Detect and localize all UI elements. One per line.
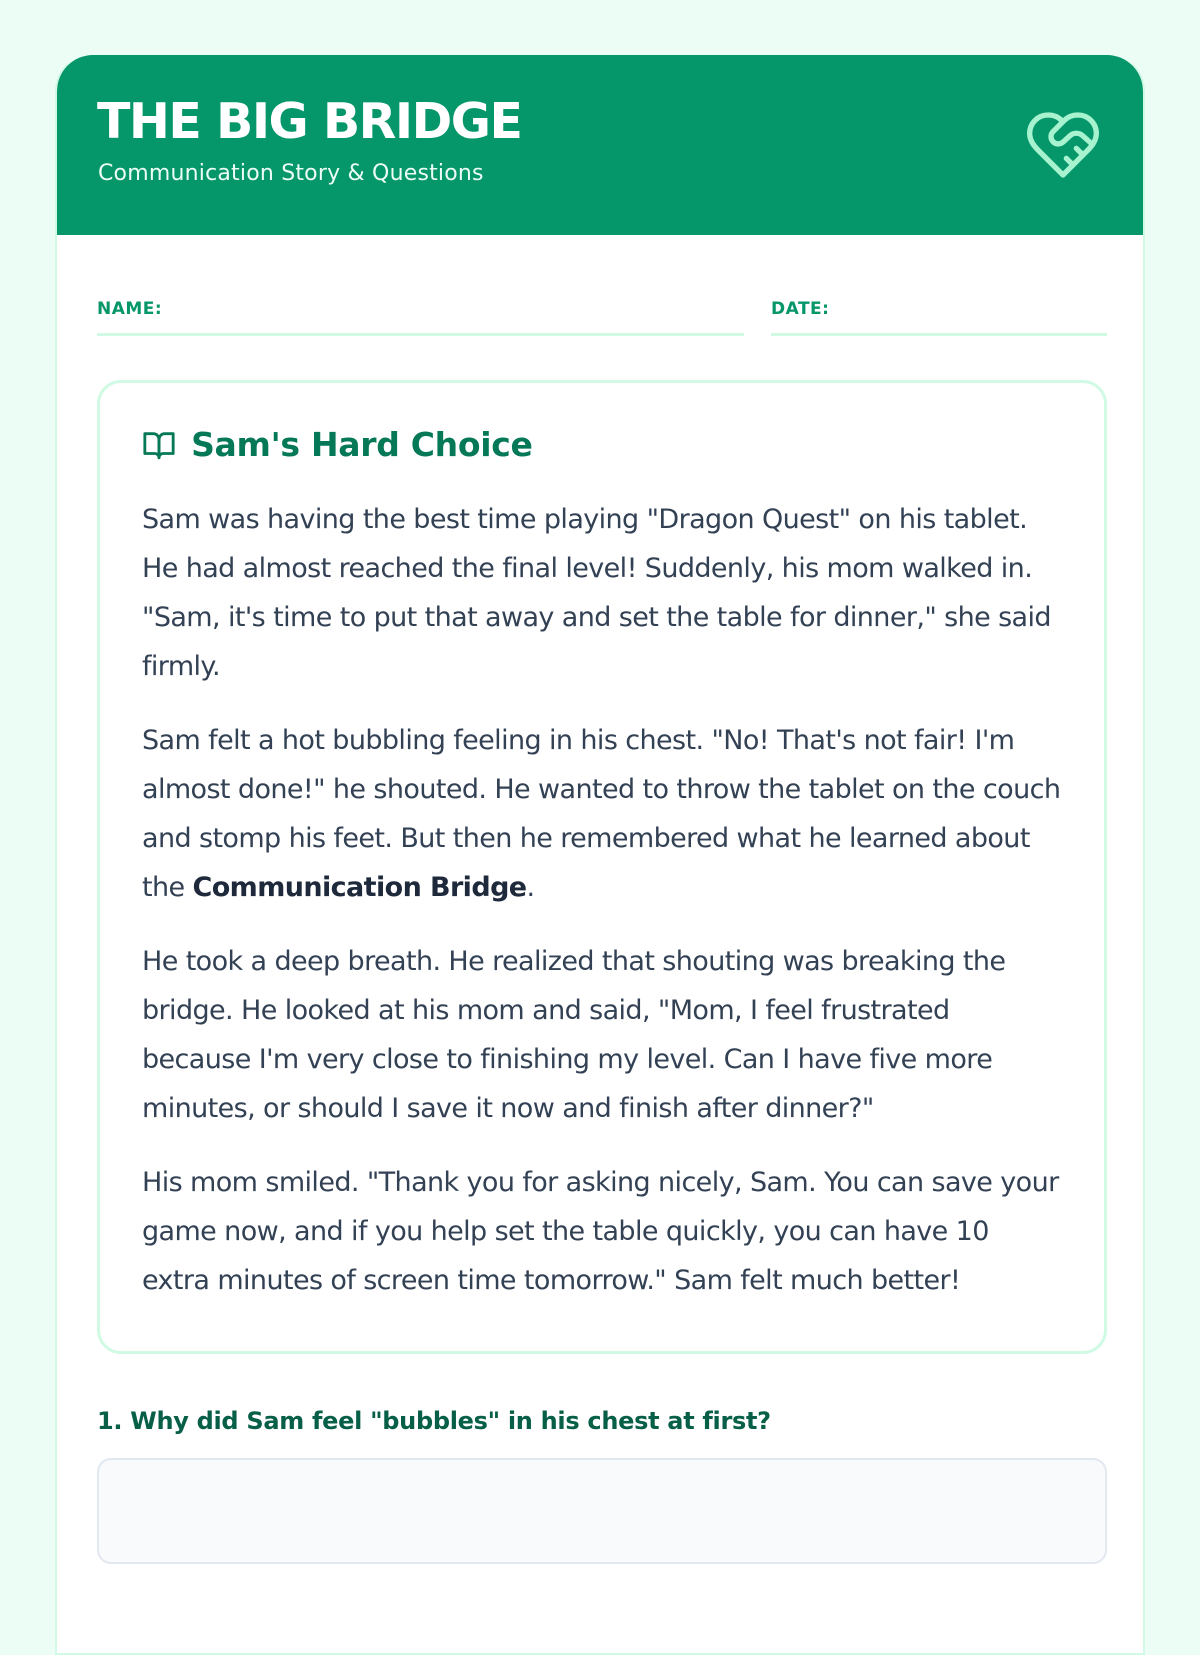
worksheet-title: THE BIG BRIDGE bbox=[97, 93, 522, 150]
story-text-segment: . bbox=[526, 872, 535, 903]
story-text-segment: Sam felt a hot bubbling feeling in his chest. "No! That's not fair! I'm almost done!" he shouted. He wanted to throw the tablet on the couch and stomp his feet. But then he remembered what he learned about the bbox=[142, 725, 1061, 903]
answer-box-1[interactable] bbox=[97, 1458, 1107, 1564]
story-paragraph bbox=[142, 716, 1062, 912]
name-field[interactable] bbox=[97, 291, 744, 336]
story-emphasis: Communication Bridge bbox=[192, 872, 527, 903]
name-label: NAME: bbox=[97, 299, 163, 319]
story-paragraph: Sam was having the best time playing "Dragon Quest" on his tablet. He had almost reached the final level! Suddenly, his mom walked in. "Sam, it's time to put that away and set the table for dinner," she said firmly. bbox=[142, 504, 1051, 682]
worksheet-subtitle: Communication Story & Questions bbox=[98, 161, 484, 186]
story-box bbox=[97, 380, 1107, 1354]
story-text bbox=[142, 495, 1062, 1330]
book-open-icon bbox=[142, 428, 176, 462]
student-info-fields bbox=[97, 291, 1107, 341]
worksheet-header bbox=[57, 55, 1143, 235]
date-label: DATE: bbox=[771, 299, 830, 319]
story-title: Sam's Hard Choice bbox=[191, 425, 533, 464]
story-paragraph: He took a deep breath. He realized that shouting was breaking the bridge. He looked at his mom and said, "Mom, I feel frustrated because I'm very close to finishing my level. Can I have five more minutes, or should I save it now and finish after dinner?" bbox=[142, 946, 1006, 1124]
worksheet-card bbox=[55, 55, 1145, 1655]
story-paragraph: His mom smiled. "Thank you for asking nicely, Sam. You can save your game now, and if you help set the table quickly, you can have 10 extra minutes of screen time tomorrow." Sam felt much better! bbox=[142, 1167, 1059, 1296]
story-heading bbox=[142, 425, 533, 464]
question-1: 1. Why did Sam feel "bubbles" in his chest at first? bbox=[97, 1407, 771, 1435]
date-field[interactable] bbox=[771, 291, 1107, 336]
heart-handshake-icon bbox=[1023, 105, 1103, 185]
